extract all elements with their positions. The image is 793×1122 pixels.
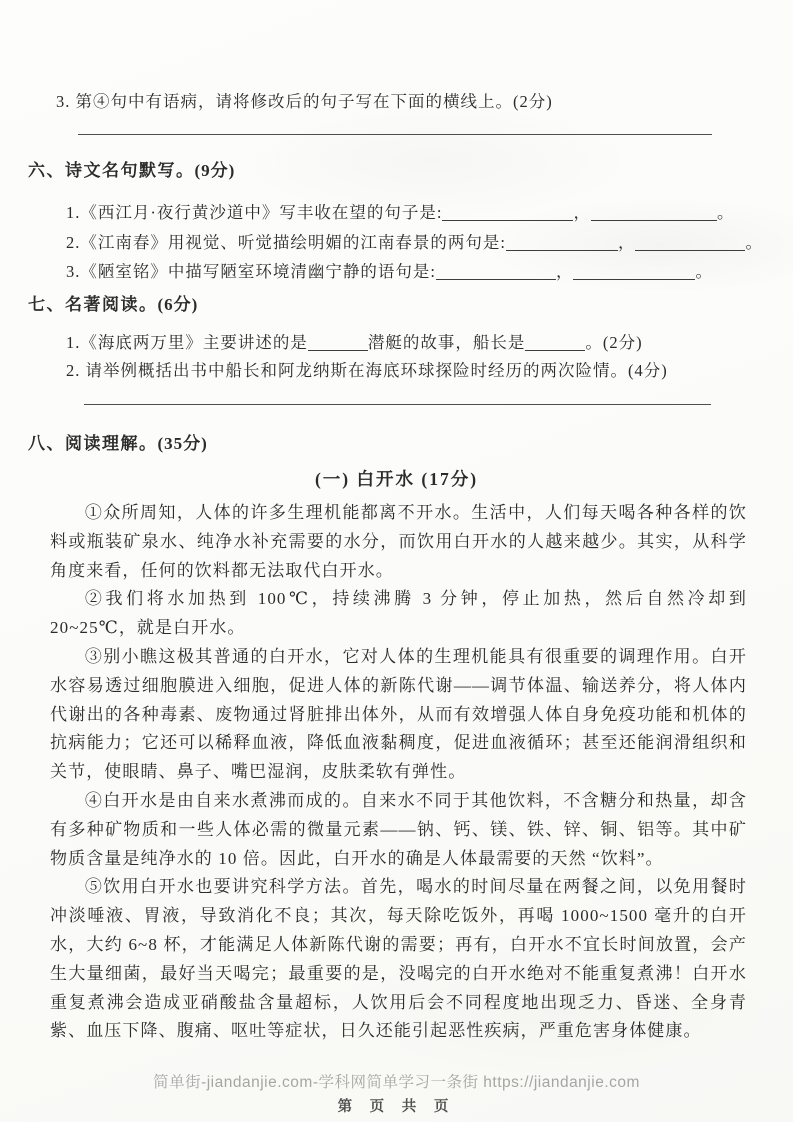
passage-title: (一) 白开水 (17分): [314, 469, 479, 489]
section-8-score: (35分): [157, 434, 208, 453]
item-text: 2.《江南春》用视觉、听觉描绘明媚的江南春景的两句是:: [66, 233, 506, 252]
item-separator: ，: [573, 203, 591, 222]
answer-blank: [525, 335, 585, 351]
section-8-heading: [28, 429, 208, 454]
passage-body: [50, 499, 747, 1046]
item-text: 1.《西江月·夜行黄沙道中》写丰收在望的句子是:: [66, 203, 443, 222]
answer-blank: [591, 205, 717, 221]
section6-item-2: [66, 229, 763, 253]
item-end: 。: [716, 203, 735, 222]
footer-page-number: 第 页 共 页: [337, 1099, 456, 1115]
answer-blank: [573, 264, 695, 280]
passage-paragraph-5: ⑤饮用白开水也要讲究科学方法。首先，喝水的时间尽量在两餐之间，以免用餐时冲淡唾液、胃液，导致消化不良；其次，每天除吃饭外，再喝 1000~1500 毫升的白开水，大约 6~8 杯，才能满足人体新陈代谢的需要；再有，白开水不宜长时间放置，会产生大量细菌，最好当天喝完；最重要的是，没喝完的白开水绝对不能重复煮沸！白开水重复煮沸会造成亚硝酸盐含量超标，人饮用后会不同程度地出现乏力、昏迷、全身青紫、血压下降、腹痛、呕吐等症状，日久还能引起恶性疾病，严重危害身体健康。: [50, 877, 747, 1041]
answer-blank: [308, 335, 368, 351]
section-6-score: (9分): [194, 161, 236, 180]
section-8-title: 八、阅读理解。: [28, 434, 158, 453]
section-6-title: 六、诗文名句默写。: [28, 161, 195, 180]
passage-paragraph-1: ①众所周知，人体的许多生理机能都离不开水。生活中，人们每天喝各种各样的饮料或瓶装矿泉水、纯净水补充需要的水分，而饮用白开水的人越来越少。其实，从科学角度来看，任何的饮料都无法取代白开水。: [50, 503, 747, 580]
item-end: 。(2分): [585, 333, 643, 352]
section-7-heading: [28, 290, 198, 315]
item-text: 3.《陋室铭》中描写陋室环境清幽宁静的语句是:: [66, 262, 436, 281]
item-text: 1.《海底两万里》主要讲述的是: [66, 333, 308, 352]
item-end: 。: [695, 262, 713, 281]
section-6-heading: [28, 156, 235, 181]
section6-item-1: [66, 199, 734, 223]
section7-item-1: [66, 329, 643, 353]
answer-blank: [506, 235, 618, 251]
section6-item-3: [66, 258, 713, 282]
answer-blank: [436, 264, 556, 280]
answer-rule-line-2: [84, 404, 711, 405]
answer-blank: [442, 205, 573, 221]
passage-paragraph-4: ④白开水是由自来水煮沸而成的。自来水不同于其他饮料，不含糖分和热量，却含有多种矿物质和一些人体必需的微量元素——钠、钙、镁、铁、锌、铜、铝等。其中矿物质含量是纯净水的 10 倍。因此，白开水的确是人体最需要的天然 “饮料”。: [50, 790, 747, 868]
section-7-score: (6分): [157, 295, 199, 314]
question-3-prompt: 3. 第④句中有语病，请将修改后的句子写在下面的横线上。(2分): [56, 92, 553, 111]
answer-rule-line-1: [78, 134, 712, 135]
item-separator: ，: [617, 233, 636, 252]
passage-paragraph-3: ③别小瞧这极其普通的白开水，它对人体的生理机能具有很重要的调理作用。白开水容易透过细胞膜进入细胞，促进人体的新陈代谢——调节体温、输送养分，将人体内代谢出的各种毒素、废物通过肾脏排出体外，从而有效增强人体自身免疫功能和机体的抗病能力；它还可以稀释血液，降低血液黏稠度，促进血液循环；甚至还能润滑组织和关节，使眼睛、鼻子、嘴巴湿润，皮肤柔软有弹性。: [50, 646, 747, 782]
answer-blank: [635, 235, 745, 251]
section7-item-2: 2. 请举例概括出书中船长和阿龙纳斯在海底环球探险时经历的两次险情。(4分): [66, 361, 668, 380]
item-separator: ，: [555, 262, 574, 281]
footer-watermark: 简单街-jiandanjie.com-学科网简单学习一条街 https://jiandanjie.com: [153, 1074, 640, 1091]
item-end: 。: [745, 233, 763, 252]
section-7-title: 七、名著阅读。: [28, 295, 158, 314]
passage-paragraph-2: ②我们将水加热到 100℃，持续沸腾 3 分钟，停止加热，然后自然冷却到 20~25℃，就是白开水。: [50, 589, 747, 638]
item-text: 潜艇的故事，船长是: [367, 333, 526, 352]
